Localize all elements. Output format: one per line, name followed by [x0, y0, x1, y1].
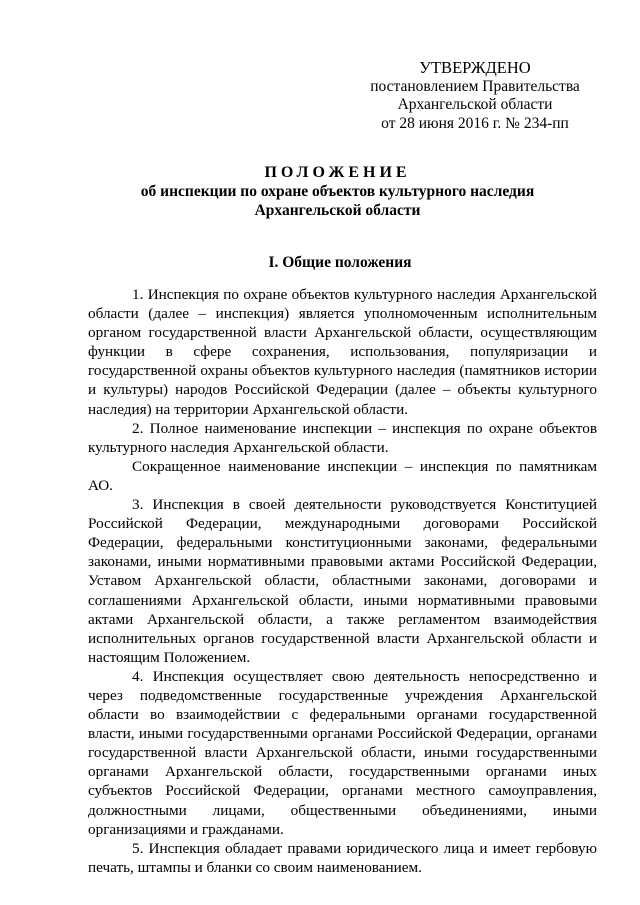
document-subtitle-line-2: Архангельской области — [254, 202, 421, 219]
approval-line-2: Архангельской области — [397, 96, 553, 113]
paragraph-3: 3. Инспекция в своей деятельности руководствуется Конституцией Российской Федерации, международными договорами Российской Федерации, федеральными конституционными законами, федеральными законами, иными нормативными правовыми актами Российской Федерации, Уставом Архангельской области, областными законами, договорами и соглашениями Архангельской области, иными нормативными правовыми актами Архангельской области, а также регламентом взаимодействия исполнительных органов государственной власти Архангельской области и настоящим Положением. — [88, 496, 597, 666]
paragraph-5: 5. Инспекция обладает правами юридического лица и имеет гербовую печать, штампы и бланки со своим наименованием. — [88, 839, 597, 876]
paragraph-2: 2. Полное наименование инспекции – инспекция по охране объектов культурного наследия Архангельской области. — [88, 419, 597, 456]
paragraph-2-short-name: Сокращенное наименование инспекции – инспекция по памятникам АО. — [88, 457, 597, 494]
document-title-block — [60, 163, 615, 220]
approval-line-1: постановлением Правительства — [370, 77, 580, 95]
section-heading: I. Общие положения — [268, 254, 412, 271]
paragraph-1: 1. Инспекция по охране объектов культурного наследия Архангельской области (далее – инспекция) является уполномоченным исполнительным органом государственной власти Архангельской области, осуществляющим функции в сфере сохранения, использования, популяризации и государственной охраны объектов культурного наследия (памятников истории и культуры) народов Российской Федерации (далее – объекты культурного наследия) на территории Архангельской области. — [88, 286, 597, 418]
paragraph-4: 4. Инспекция осуществляет свою деятельность непосредственно и через подведомственные государственные учреждения Архангельской области во взаимодействии с федеральными органами государственной власти, иными государственными органами Российской Федерации, органами государственной власти Архангельской области, иными государственными органами Архангельской области, государственными органами иных субъектов Российской Федерации, органами местного самоуправления, должностными лицами, общественными объединениями, иными организациями и гражданами. — [88, 667, 597, 838]
approval-line-3: от 28 июня 2016 г. № 234-пп — [381, 114, 569, 132]
document-body — [88, 285, 597, 877]
document-subtitle-line-1: об инспекции по охране объектов культурного наследия — [140, 183, 535, 200]
approval-block — [360, 59, 590, 133]
document-title: ПОЛОЖЕНИЕ — [264, 164, 411, 181]
approval-stamp: УТВЕРЖДЕНО — [419, 58, 531, 77]
